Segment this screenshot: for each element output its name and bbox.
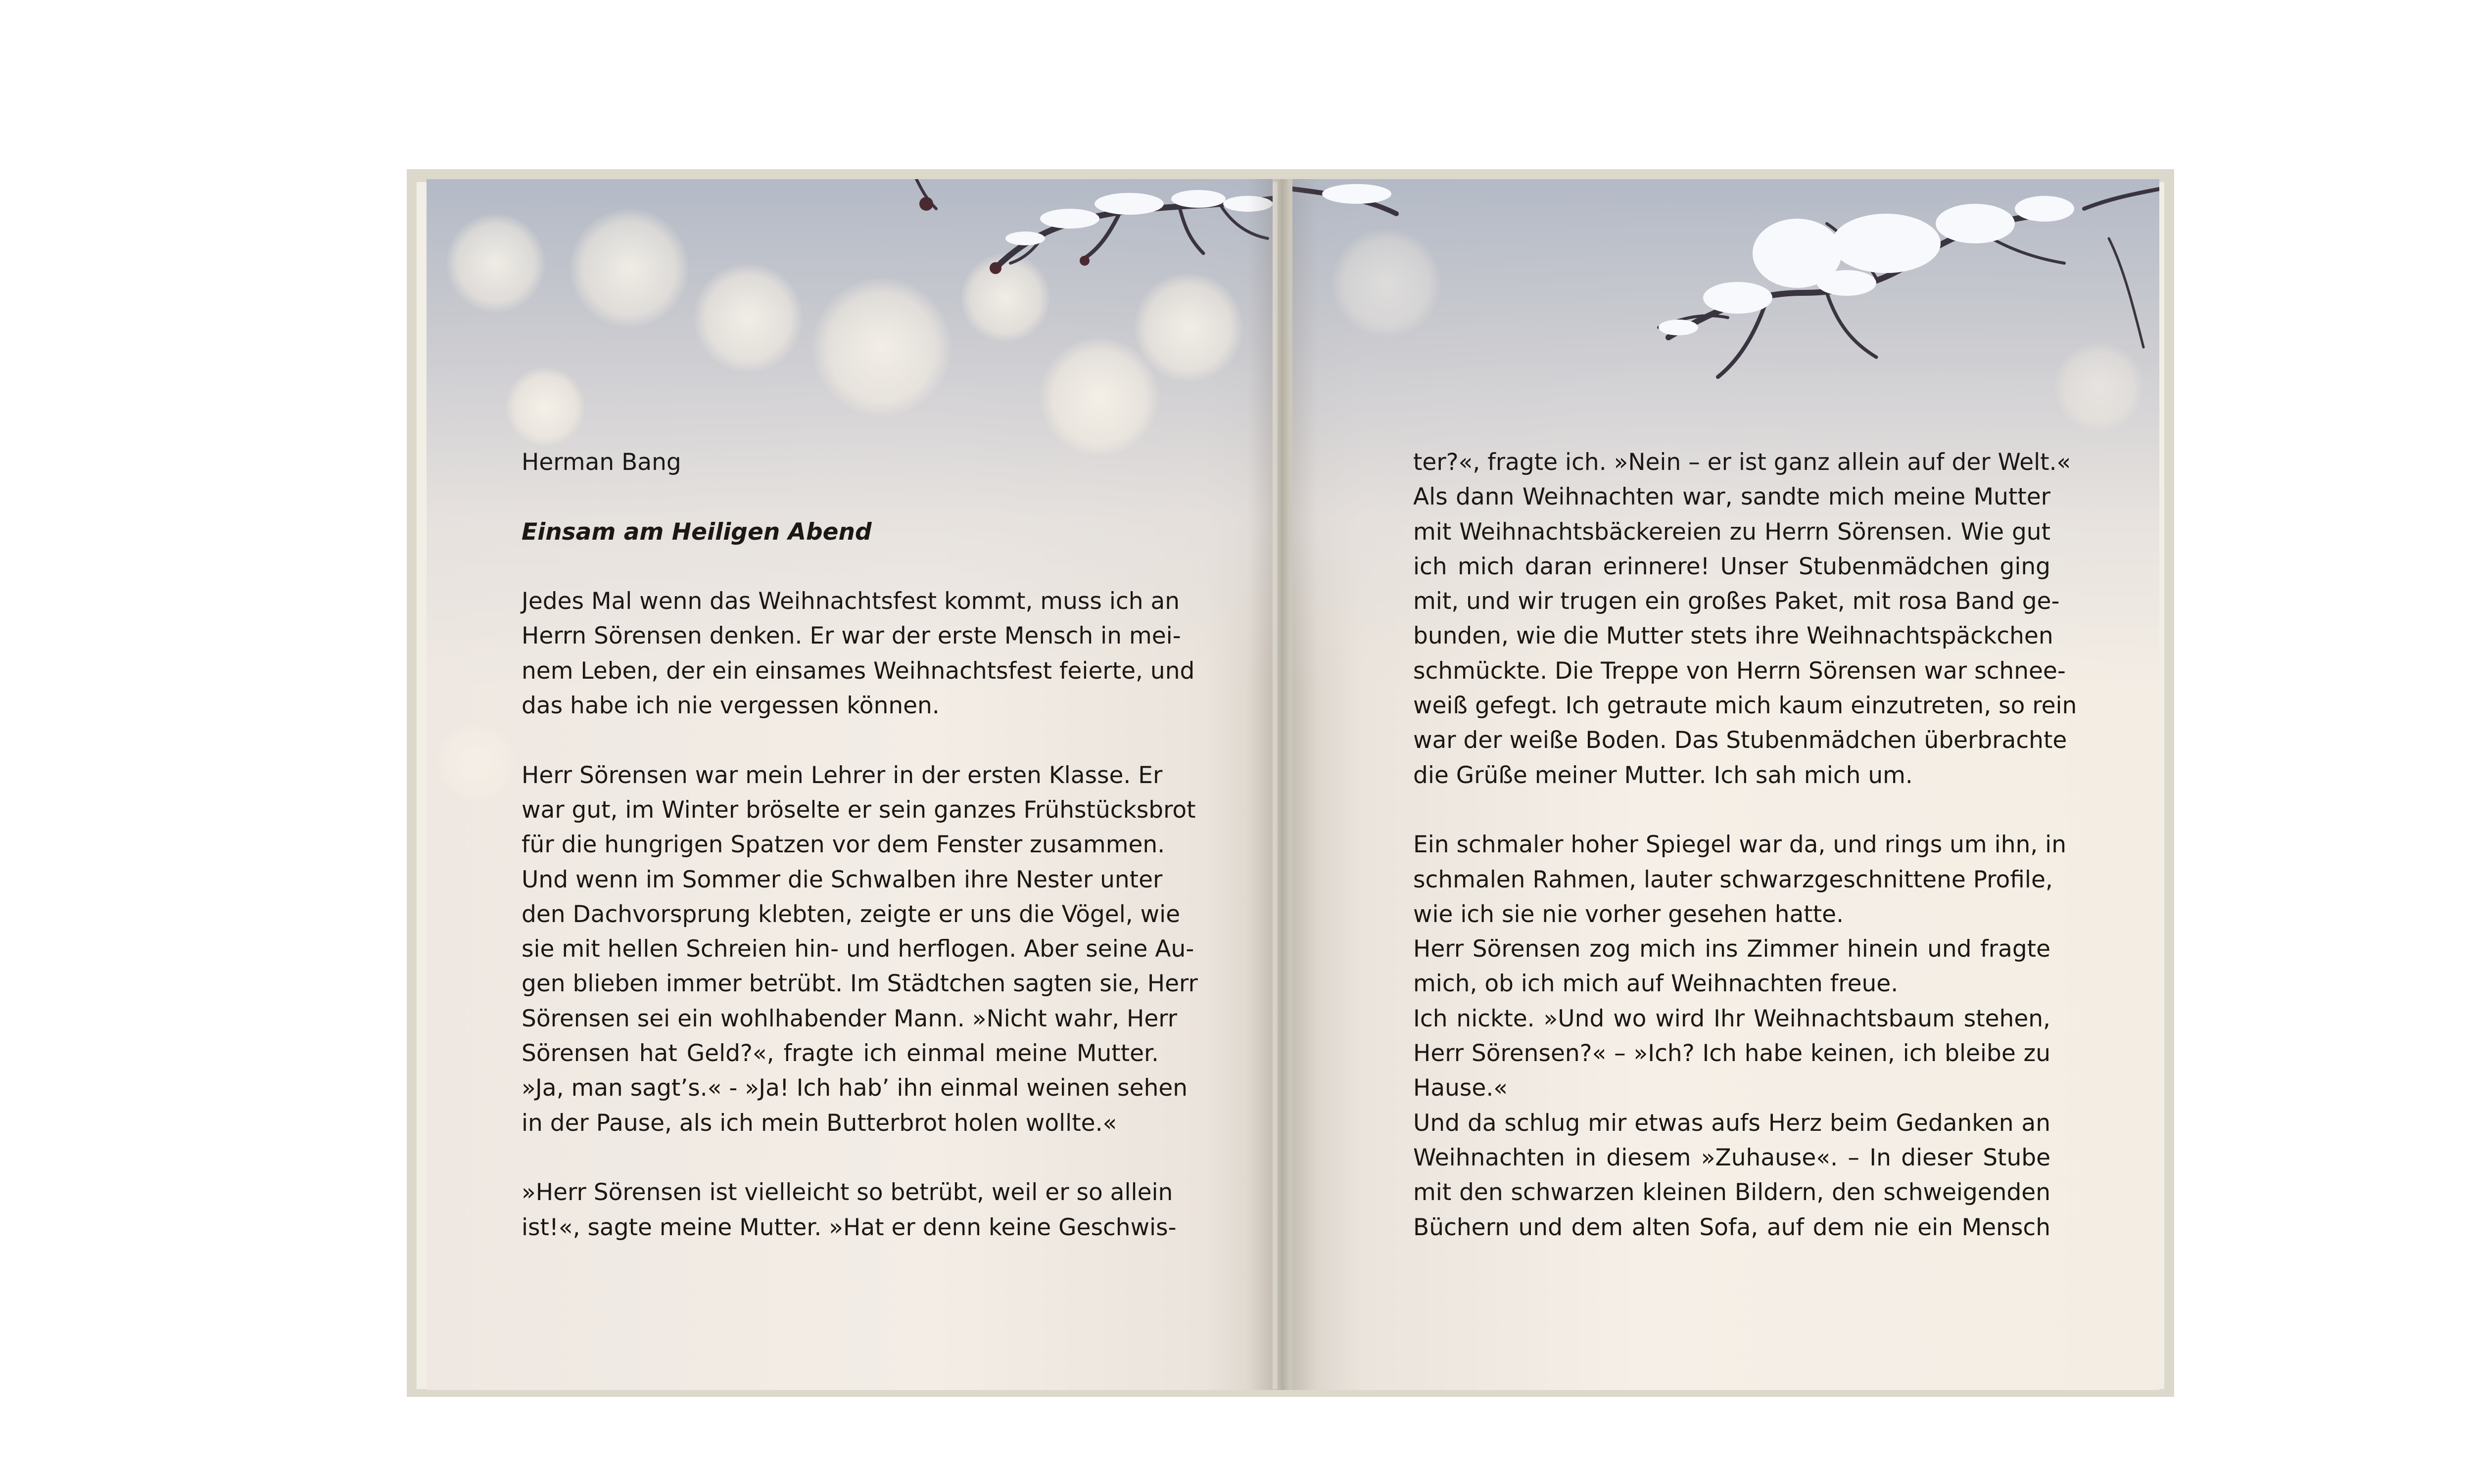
text-line: schmalen Rahmen, lauter schwarzgeschnittene Profile,	[1413, 866, 2053, 893]
text-line: die Grüße meiner Mutter. Ich sah mich um.	[1413, 761, 1913, 789]
snowy-branch-illustration-right	[1292, 179, 2159, 486]
text-line: Herrn Sörensen denken. Er war der erste Mensch in mei-	[522, 622, 1181, 650]
text-line: ich mich daran erinnere! Unser Stubenmädchen ging	[1413, 553, 2050, 580]
text-line: Sörensen sei ein wohlhabender Mann. »Nicht wahr, Herr	[522, 1005, 1178, 1032]
left-page-text	[522, 445, 1198, 1245]
text-line: mit den schwarzen kleinen Bildern, den schweigenden	[1413, 1179, 2050, 1206]
text-line: Und da schlug mir etwas aufs Herz beim Gedanken an	[1413, 1109, 2050, 1137]
left-page	[427, 179, 1273, 1390]
text-line: das habe ich nie vergessen können.	[522, 692, 940, 720]
text-line: ist!«, sagte meine Mutter. »Hat er denn keine Geschwis-	[522, 1213, 1177, 1241]
text-line: weiß gefegt. Ich getraute mich kaum einzutreten, so rein	[1413, 692, 2077, 720]
text-line: den Dachvorsprung klebten, zeigte er uns die Vögel, wie	[522, 900, 1181, 928]
text-line: Weihnachten in diesem »Zuhause«. – In dieser Stube	[1413, 1144, 2050, 1171]
text-line: mit, und wir trugen ein großes Paket, mit rosa Band ge-	[1413, 588, 2060, 615]
text-line: Herr Sörensen zog mich ins Zimmer hinein und fragte	[1413, 935, 2050, 963]
text-line: Herr Sörensen war mein Lehrer in der ersten Klasse. Er	[522, 761, 1163, 789]
text-line: war der weiße Boden. Das Stubenmädchen überbrachte	[1413, 727, 2067, 754]
text-line: Jedes Mal wenn das Weihnachtsfest kommt, muss ich an	[522, 588, 1180, 615]
text-line: Als dann Weihnachten war, sandte mich meine Mutter	[1413, 483, 2050, 511]
text-line: schmückte. Die Treppe von Herrn Sörensen war schnee-	[1413, 657, 2066, 685]
text-line: war gut, im Winter bröselte er sein ganzes Frühstücksbrot	[522, 796, 1196, 824]
text-line: für die hungrigen Spatzen vor dem Fenster zusammen.	[522, 831, 1165, 859]
paragraph	[522, 758, 1198, 1141]
story-title: Einsam am Heiligen Abend	[522, 518, 872, 546]
text-line: sie mit hellen Schreien hin- und herflogen. Aber seine Au-	[522, 935, 1194, 963]
author-name: Herman Bang	[522, 449, 681, 476]
text-line: gen blieben immer betrübt. Im Städtchen sagten sie, Herr	[522, 970, 1198, 998]
text-line: mich, ob ich mich auf Weihnachten freue.	[1413, 970, 1899, 998]
text-line: »Herr Sörensen ist vielleicht so betrübt, weil er so allein	[522, 1179, 1173, 1206]
text-line: ter?«, fragte ich. »Nein – er ist ganz allein auf der Welt.«	[1413, 449, 2071, 476]
text-line: Ich nickte. »Und wo wird Ihr Weihnachtsbaum stehen,	[1413, 1005, 2050, 1032]
text-line: Ein schmaler hoher Spiegel war da, und rings um ihn, in	[1413, 831, 2066, 859]
paragraph	[1413, 1002, 2050, 1106]
text-line: Und wenn im Sommer die Schwalben ihre Nester unter	[522, 866, 1163, 893]
text-line: bunden, wie die Mutter stets ihre Weihnachtspäckchen	[1413, 622, 2053, 650]
paragraph	[1413, 1106, 2050, 1245]
text-line: nem Leben, der ein einsames Weihnachtsfest feierte, und	[522, 657, 1195, 685]
text-line: Hause.«	[1413, 1074, 1508, 1102]
paragraph	[522, 1175, 1177, 1245]
right-page-text	[1413, 445, 2077, 1245]
text-line: mit Weihnachtsbäckereien zu Herrn Sörensen. Wie gut	[1413, 518, 2050, 546]
text-line: in der Pause, als ich mein Butterbrot holen wollte.«	[522, 1109, 1117, 1137]
text-line: Büchern und dem alten Sofa, auf dem nie ein Mensch	[1413, 1213, 2050, 1241]
bokeh-light	[436, 723, 516, 802]
paragraph	[1413, 932, 2050, 1002]
book-spine-gutter	[1248, 179, 1317, 1390]
right-page	[1292, 179, 2159, 1390]
paragraph	[1413, 828, 2066, 932]
open-book	[407, 169, 2174, 1397]
paragraph	[522, 584, 1195, 723]
text-line: wie ich sie nie vorher gesehen hatte.	[1413, 900, 1844, 928]
text-line: Sörensen hat Geld?«, fragte ich einmal meine Mutter.	[522, 1040, 1159, 1067]
paragraph	[1413, 445, 2077, 793]
text-line: Herr Sörensen?« – »Ich? Ich habe keinen, ich bleibe zu	[1413, 1040, 2050, 1067]
text-line: »Ja, man sagt’s.« - »Ja! Ich hab’ ihn einmal weinen sehen	[522, 1074, 1188, 1102]
snowy-branch-illustration-left	[427, 179, 1273, 476]
